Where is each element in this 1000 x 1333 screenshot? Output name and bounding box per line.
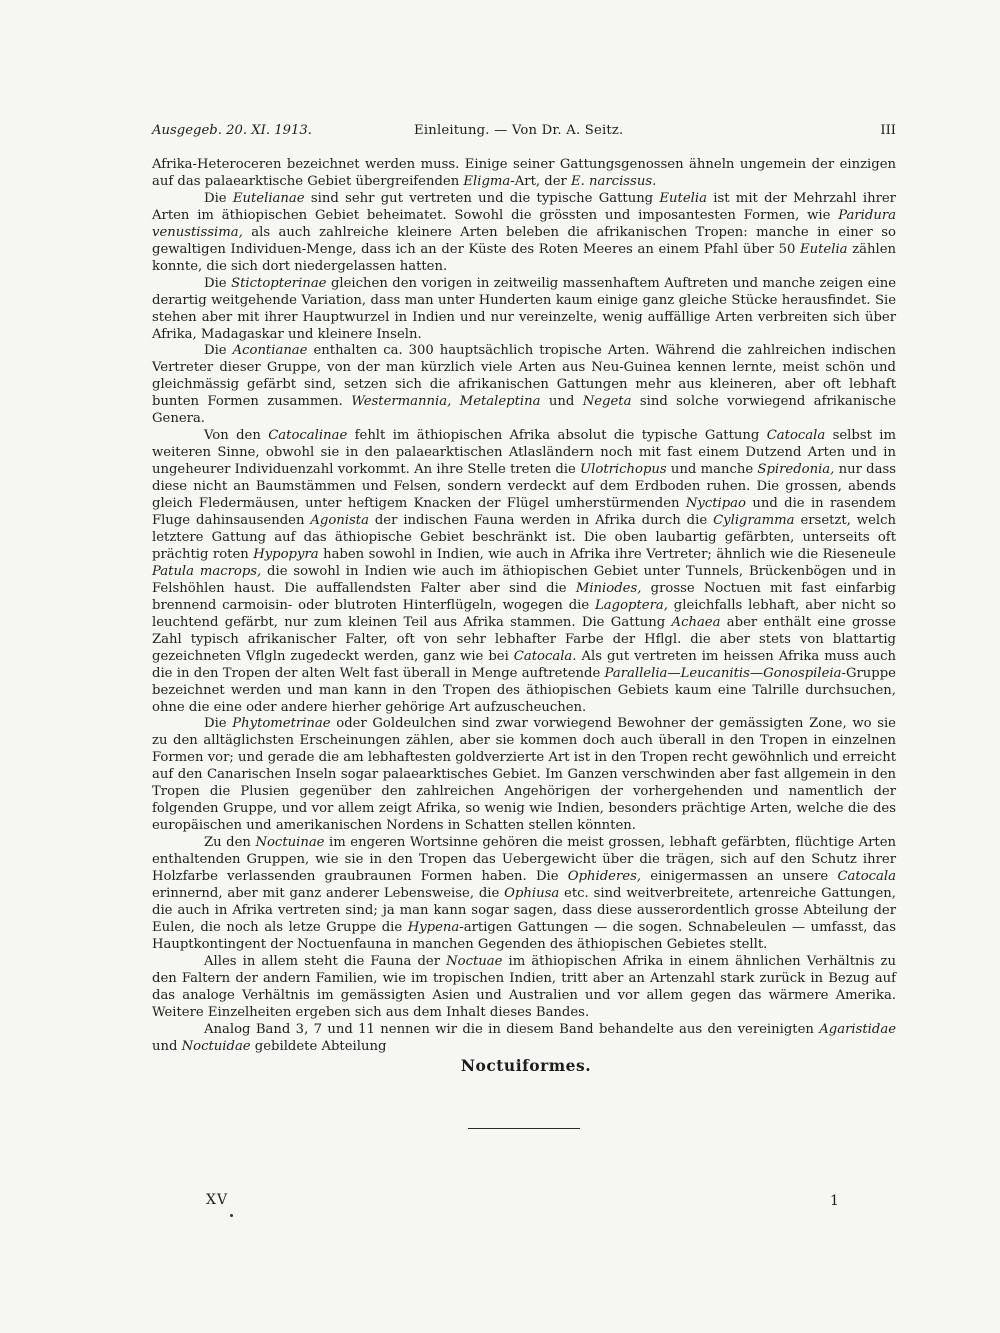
text-run: grosse Noctuen mit fast einfarbig brennend carmoisin- oder blutroten Hinterflügeln, wogegen die — [152, 580, 896, 613]
italic-term: Eutelia — [659, 190, 707, 206]
italic-term: Westermannia, Metaleptina — [351, 394, 541, 410]
italic-term: E. narcissus. — [571, 173, 657, 189]
italic-term: Spiredonia, — [757, 462, 835, 478]
text-run: aber enthält eine grosse Zahl typisch afrikanischer Falter, oft von sehr lebhafter Farbe der Hflgl. die aber stets von blattartig gezeichneten Vflgln zugedeckt werden, ganz wie bei — [152, 614, 896, 664]
text-run: als auch zahlreiche kleinere Arten beleben die afrikanischen Tropen: manche in einer so gewaltigen Individuen-Menge, dass ich an der Küste des Roten Meeres an einem Pfahl über 50 — [152, 224, 896, 257]
text-run: der indischen Fauna werden in Afrika durch die — [368, 513, 714, 529]
text-run: Die — [204, 343, 233, 359]
text-run: und manche — [666, 462, 758, 478]
italic-term: Eutelianae — [232, 190, 305, 206]
italic-term: Negeta — [582, 394, 632, 410]
text-run: Die — [204, 716, 233, 732]
text-run: gleichfalls lebhaft, aber nicht so leuchtend gefärbt, nur zum kleinen Teil aus Afrika stammen. Die Gattung — [152, 597, 896, 630]
section-title: Noctuiformes. — [460, 1056, 592, 1075]
text-run: ist mit der Mehrzahl ihrer Arten im äthiopischen Gebiet beheimatet. Sowohl die grössten und imposantesten Formen, wie — [152, 190, 896, 223]
paragraph — [152, 835, 896, 954]
text-run: im engeren Wortsinne gehören die meist grossen, lebhaft gefärbten, flüchtige Arten enthaltenden Gruppen, wie sie in den Tropen das Uebergewicht über die trägen, sich auf den Schutz ihrer Holzfarbe verlassenden graubraunen Formen haben. Die — [152, 835, 897, 885]
text-run: Analog Band 3, 7 und 11 nennen wir die in diesem Band behandelte aus den vereinigten — [204, 1021, 820, 1037]
italic-term: Nyctipao — [685, 496, 746, 512]
text-run: gebildete Abteilung — [250, 1038, 387, 1054]
italic-term: Parallelia—Leucanitis—Gonospileia — [604, 665, 842, 681]
text-run: die sowohl in Indien wie auch im äthiopischen Gebiet unter Tunnels, Brückenbögen und in Felshöhlen haust. Die auffallendsten Falter aber sind die — [152, 563, 896, 596]
text-run: ersetzt, welch letztere Gattung auf das äthiopische Gebiet beschränkt ist. Die oben laubartig gefärbten, unterseits oft prächtig roten — [152, 513, 896, 562]
title-rule — [468, 1128, 580, 1129]
italic-term: Hypena — [407, 919, 460, 935]
italic-term: Patula macrops, — [152, 563, 262, 579]
paragraph — [152, 191, 896, 276]
text-run: selbst im weiteren Sinne, obwohl sie in den palaearktischen Atlasländern noch mit fast einem Dutzend Arten und in ungeheurer Individuenzahl vorkommt. An ihre Stelle treten die — [152, 428, 896, 478]
italic-term: Cyligramma — [713, 513, 795, 529]
italic-term: Paridura venustissima, — [152, 207, 896, 240]
text-run: fehlt im äthiopischen Afrika absolut die typische Gattung — [347, 428, 767, 444]
italic-term: Ophiusa — [504, 885, 560, 901]
text-run: zählen konnte, die sich dort niedergelassen hatten. — [152, 241, 896, 274]
paragraph — [152, 428, 896, 716]
italic-term: Noctuinae — [255, 835, 325, 851]
text-run: sind sehr gut vertreten und die typische Gattung — [304, 190, 660, 206]
text-run: Als gut vertreten im heissen Afrika muss auch die in den Tropen der alten Welt fast überall in Menge auftretende — [152, 648, 896, 681]
text-run: haben sowohl in Indien, wie auch in Afrika ihre Vertreter; ähnlich wie die Rieseneule — [318, 546, 896, 562]
text-run: enthalten ca. 300 hauptsächlich tropische Arten. Während die zahlreichen indischen Vertreter dieser Gruppe, von der man kürzlich viele Arten aus Neu-Guinea kennen lernte, meist schön und gleichmässig gefärbt sind, setzen sich die afrikanischen Gattungen mehr aus kleineren, aber oft lebhaft bunten Formen zusammen. — [152, 343, 897, 410]
issue-date: Ausgegeb. 20. XI. 1913. — [152, 123, 313, 138]
italic-term: Hypopyra — [253, 546, 319, 562]
running-header — [152, 122, 896, 140]
signature-mark: XV — [206, 1192, 229, 1208]
italic-term: Catocala — [766, 428, 826, 444]
text-run: Afrika-Heteroceren bezeichnet werden muss. Einige seiner Gattungsgenossen ähneln ungemein der einzigen auf das palaearktische Gebiet übergreifenden — [152, 157, 896, 189]
paragraph — [152, 157, 896, 191]
italic-term: Catocalinae — [268, 428, 348, 444]
italic-term: Ulotrichopus — [580, 462, 667, 478]
printer-dot — [230, 1214, 233, 1217]
italic-term: Ophideres, — [567, 869, 642, 885]
italic-term: Achaea — [671, 614, 721, 630]
italic-term: Phytometrinae — [232, 716, 331, 732]
text-run: und die in rasendem Fluge dahinsausenden — [152, 496, 896, 529]
text-run: Die — [204, 275, 232, 291]
text-run: -Gruppe bezeichnet werden und man kann in den Tropen des äthiopischen Gebiets kaum eine Talrille durchsuchen, ohne die eine oder andere hierher gehörige Art aufzuscheuchen. — [152, 665, 896, 715]
italic-term: Agonista — [310, 513, 369, 529]
text-run: und — [152, 1038, 182, 1054]
italic-term: Stictopterinae — [231, 275, 327, 291]
text-run: gleichen den vorigen in zeitweilig massenhaftem Auftreten und manche zeigen eine derartig weitgehende Variation, dass man unter Hunderten kaum einige ganz gleiche Stücke herausfindet. Sie stehen aber mit ihrer Hauptwurzel in Indien und nur vereinzelte, wenig auffällige Arten verbreiten sich über Afrika, Madagaskar und kleinere Inseln. — [152, 275, 896, 342]
text-run: Alles in allem steht die Fauna der — [204, 953, 447, 969]
text-run: erinnernd, aber mit ganz anderer Lebensweise, die — [152, 885, 505, 901]
text-run: Von den — [204, 428, 269, 444]
italic-term: Lagoptera, — [595, 597, 668, 613]
text-run: etc. sind weitverbreitete, artenreiche Gattungen, die auch in Afrika vertreten sind; ja man kann sogar sagen, dass diese ausserordentlich grosse Abteilung der Eulen, die noch als letze Gruppe die — [152, 885, 896, 935]
italic-term: Eutelia — [800, 241, 848, 257]
italic-term: Noctuae — [446, 953, 503, 969]
italic-term: Catocala. — [513, 648, 577, 664]
italic-term: Miniodes, — [575, 580, 642, 596]
italic-term: Acontianae — [232, 343, 308, 359]
text-run: und — [540, 394, 583, 410]
paragraph — [152, 954, 896, 1022]
text-run: sind solche vorwiegend afrikanische Genera. — [152, 394, 896, 427]
italic-term: Eligma — [463, 173, 511, 189]
body-text — [152, 157, 896, 1056]
paragraph — [152, 716, 896, 835]
paragraph — [152, 1022, 896, 1056]
text-run: nur dass diese nicht an Baumstämmen und Felsen, sondern verdeckt auf dem Erdboden ruhen. Die grossen, abends gleich Fledermäusen, unter heftigem Knacken der Flügel umherstürmenden — [152, 462, 896, 512]
text-run: einigermassen an unsere — [641, 869, 838, 885]
sheet-number: 1 — [830, 1193, 839, 1209]
paragraph — [152, 343, 896, 428]
italic-term: Noctuidae — [181, 1038, 251, 1054]
page-number: III — [880, 123, 896, 138]
text-run: -artigen Gattungen — die sogen. Schnabeleulen — umfasst, das Hauptkontingent der Noctuenfauna in manchen Gegenden des äthiopischen Gebietes stellt. — [152, 919, 897, 952]
italic-term: Catocala — [837, 869, 896, 885]
text-run: Die — [204, 190, 233, 206]
text-run: Zu den — [204, 835, 256, 851]
paragraph — [152, 276, 896, 344]
text-run: im äthiopischen Afrika in einem ähnlichen Verhältnis zu den Faltern der andern Familien, wie im tropischen Indien, tritt aber an Artenzahl stark zurück in Bezug auf das analoge Verhältnis im gemässigten Asien und Australien und vor allem gegen das wärmere Amerika. Weitere Einzelheiten ergeben sich aus dem Inhalt dieses Bandes. — [152, 953, 896, 1020]
running-title: Einleitung. — Von Dr. A. Seitz. — [414, 123, 624, 138]
italic-term: Agaristidae — [819, 1021, 896, 1037]
text-run: oder Goldeulchen sind zwar vorwiegend Bewohner der gemässigten Zone, wo sie zu den alltäglichsten Erscheinungen zählen, aber sie kommen doch auch überall in den Tropen in einzelnen Formen vor; und gerade die am lebhaftesten goldverzierte Art ist in den Tropen recht gewöhnlich und erreicht auf den Canarischen Inseln sogar palaearktisches Gebiet. Im Ganzen verschwinden aber fast allgemein in den Tropen die Plusien gegenüber den zahlreichen Angehörigen der vorhergehenden und namentlich der folgenden Gruppe, und vor allem zeigt Afrika, so wenig wie Indien, besonders prächtige Arten, welche die des europäischen und amerikanischen Nordens in Schatten stellen könnten. — [152, 716, 896, 834]
text-run: -Art, der — [510, 173, 572, 189]
